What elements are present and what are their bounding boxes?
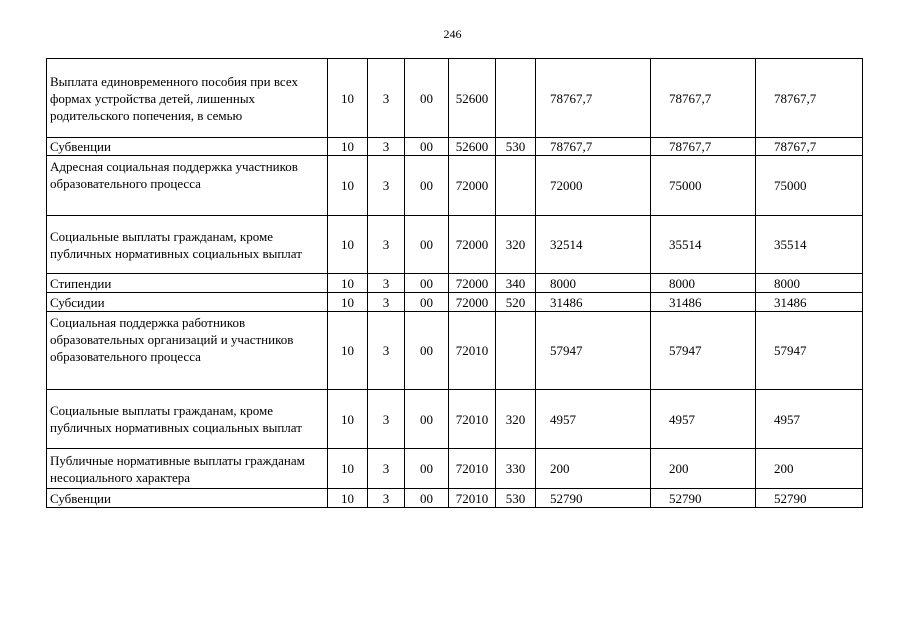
row-program-code: 00: [405, 449, 449, 489]
row-amount-year1: 57947: [536, 312, 651, 390]
row-subsection: 3: [368, 312, 405, 390]
row-amount-year1: 78767,7: [536, 59, 651, 138]
row-amount-year2: 78767,7: [651, 59, 756, 138]
row-amount-year3: 75000: [756, 156, 863, 216]
row-expense-type: 520: [496, 293, 536, 312]
table-row: [47, 59, 863, 138]
row-name: Социальные выплаты гражданам, кроме публичных нормативных социальных выплат: [47, 216, 328, 274]
budget-table: [46, 58, 863, 508]
row-section: 10: [328, 390, 368, 449]
row-expense-type: 320: [496, 216, 536, 274]
table-row: [47, 312, 863, 390]
row-amount-year1: 200: [536, 449, 651, 489]
row-target-code: 52600: [449, 59, 496, 138]
table-row: [47, 274, 863, 293]
row-program-code: 00: [405, 138, 449, 156]
row-amount-year2: 78767,7: [651, 138, 756, 156]
row-section: 10: [328, 274, 368, 293]
row-subsection: 3: [368, 59, 405, 138]
table-row: [47, 216, 863, 274]
row-section: 10: [328, 449, 368, 489]
row-section: 10: [328, 216, 368, 274]
row-amount-year3: 78767,7: [756, 59, 863, 138]
row-amount-year2: 200: [651, 449, 756, 489]
table-row: [47, 449, 863, 489]
row-amount-year1: 32514: [536, 216, 651, 274]
row-subsection: 3: [368, 449, 405, 489]
row-amount-year3: 200: [756, 449, 863, 489]
row-amount-year2: 8000: [651, 274, 756, 293]
row-name: Субсидии: [47, 293, 328, 312]
row-amount-year2: 57947: [651, 312, 756, 390]
row-program-code: 00: [405, 59, 449, 138]
row-program-code: 00: [405, 293, 449, 312]
row-target-code: 72000: [449, 156, 496, 216]
row-amount-year2: 75000: [651, 156, 756, 216]
row-program-code: 00: [405, 312, 449, 390]
row-program-code: 00: [405, 274, 449, 293]
row-name: Социальные выплаты гражданам, кроме публичных нормативных социальных выплат: [47, 390, 328, 449]
row-name: Субвенции: [47, 489, 328, 508]
row-name: Субвенции: [47, 138, 328, 156]
row-expense-type: 530: [496, 489, 536, 508]
table-row: [47, 390, 863, 449]
row-subsection: 3: [368, 274, 405, 293]
row-program-code: 00: [405, 156, 449, 216]
row-target-code: 72010: [449, 312, 496, 390]
row-name: Выплата единовременного пособия при всех формах устройства детей, лишенных родительского попечения, в семью: [47, 59, 328, 138]
row-program-code: 00: [405, 390, 449, 449]
row-name: Стипендии: [47, 274, 328, 293]
row-amount-year3: 57947: [756, 312, 863, 390]
row-subsection: 3: [368, 489, 405, 508]
row-expense-type: 330: [496, 449, 536, 489]
row-section: 10: [328, 156, 368, 216]
row-section: 10: [328, 138, 368, 156]
table-row: [47, 293, 863, 312]
row-program-code: 00: [405, 216, 449, 274]
row-target-code: 72000: [449, 274, 496, 293]
row-expense-type: 340: [496, 274, 536, 293]
row-amount-year2: 35514: [651, 216, 756, 274]
row-subsection: 3: [368, 216, 405, 274]
row-section: 10: [328, 293, 368, 312]
row-name: Социальная поддержка работников образовательных организаций и участников образовательного процесса: [47, 312, 328, 390]
row-amount-year3: 4957: [756, 390, 863, 449]
row-target-code: 72010: [449, 390, 496, 449]
row-subsection: 3: [368, 390, 405, 449]
row-amount-year3: 35514: [756, 216, 863, 274]
row-expense-type: [496, 59, 536, 138]
row-amount-year1: 4957: [536, 390, 651, 449]
row-name: Адресная социальная поддержка участников образовательного процесса: [47, 156, 328, 216]
page-number: 246: [443, 27, 462, 41]
row-expense-type: [496, 156, 536, 216]
row-section: 10: [328, 59, 368, 138]
row-section: 10: [328, 489, 368, 508]
table-row: [47, 138, 863, 156]
row-amount-year2: 31486: [651, 293, 756, 312]
row-amount-year3: 52790: [756, 489, 863, 508]
row-subsection: 3: [368, 156, 405, 216]
row-amount-year3: 8000: [756, 274, 863, 293]
row-amount-year1: 52790: [536, 489, 651, 508]
row-subsection: 3: [368, 293, 405, 312]
row-target-code: 72010: [449, 489, 496, 508]
row-amount-year3: 78767,7: [756, 138, 863, 156]
row-section: 10: [328, 312, 368, 390]
row-target-code: 52600: [449, 138, 496, 156]
row-amount-year1: 31486: [536, 293, 651, 312]
row-target-code: 72000: [449, 216, 496, 274]
row-amount-year3: 31486: [756, 293, 863, 312]
row-amount-year1: 78767,7: [536, 138, 651, 156]
row-program-code: 00: [405, 489, 449, 508]
row-expense-type: [496, 312, 536, 390]
row-amount-year1: 72000: [536, 156, 651, 216]
row-target-code: 72010: [449, 449, 496, 489]
row-amount-year2: 4957: [651, 390, 756, 449]
row-name: Публичные нормативные выплаты гражданам несоциального характера: [47, 449, 328, 489]
row-target-code: 72000: [449, 293, 496, 312]
table-row: [47, 489, 863, 508]
row-expense-type: 530: [496, 138, 536, 156]
row-expense-type: 320: [496, 390, 536, 449]
row-subsection: 3: [368, 138, 405, 156]
row-amount-year1: 8000: [536, 274, 651, 293]
row-amount-year2: 52790: [651, 489, 756, 508]
table-row: [47, 156, 863, 216]
